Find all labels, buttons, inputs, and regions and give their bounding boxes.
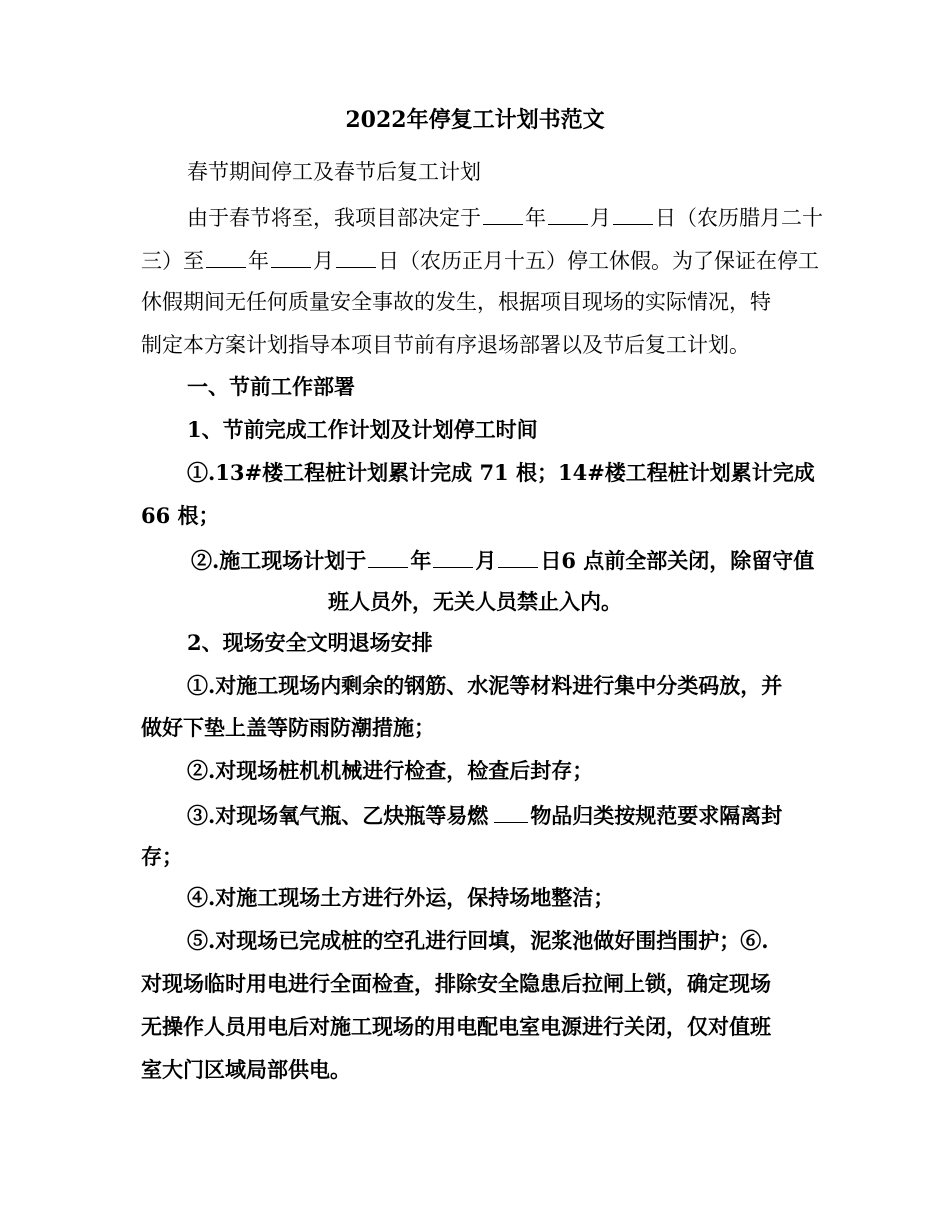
- blank-field: [548, 202, 588, 225]
- sub2-item-3-line-2: 存；: [141, 844, 183, 869]
- section-1-heading: 一、节前工作部署: [187, 374, 355, 399]
- item-text: 物品归类按规范要求隔离封: [530, 803, 783, 828]
- item-2-line-1: [191, 545, 814, 575]
- sub2-item-5-line-3: 无操作人员用电后对施工现场的用电配电室电源进行关闭，仅对值班: [141, 1014, 771, 1039]
- intro-line-3: 休假期间无任何质量安全事故的发生，根据项目现场的实际情况，特: [141, 290, 771, 314]
- intro-line-1: [187, 202, 823, 232]
- sub2-item-5-line-2: 对现场临时用电进行全面检查，排除安全隐患后拉闸上锁，确定现场: [141, 971, 771, 996]
- subsection-2-heading: 2、现场安全文明退场安排: [187, 630, 433, 655]
- blank-field: [613, 202, 653, 225]
- blank-field: [498, 545, 538, 568]
- unit-day: 日: [378, 249, 399, 273]
- item-text: ③.对现场氧气瓶、乙炔瓶等易燃: [187, 803, 489, 828]
- intro-text: （农历正月十五）停工休假。为了保证在停工: [399, 249, 819, 273]
- subsection-1-heading: 1、节前完成工作计划及计划停工时间: [187, 417, 538, 442]
- blank-field: [483, 202, 523, 225]
- subtitle: 春节期间停工及春节后复工计划: [187, 160, 481, 184]
- unit-month: 月: [313, 249, 334, 273]
- item-2-line-2: 班人员外，无关人员禁止入内。: [328, 589, 622, 614]
- intro-line-4: 制定本方案计划指导本项目节前有序退场部署以及节后复工计划。: [141, 333, 750, 357]
- unit-day: 日: [655, 206, 676, 230]
- blank-field: [336, 245, 376, 268]
- blank-field: [206, 245, 246, 268]
- item-text: ②.施工现场计划于: [191, 548, 367, 573]
- sub2-item-4: ④.对施工现场土方进行外运，保持场地整洁；: [187, 885, 615, 910]
- unit-year: 年: [525, 206, 546, 230]
- document-title: 2022年停复工计划书范文: [345, 107, 605, 133]
- sub2-item-1-line-2: 做好下垫上盖等防雨防潮措施；: [141, 715, 435, 740]
- sub2-item-3-line-1: [187, 800, 782, 830]
- unit-year: 年: [248, 249, 269, 273]
- intro-line-2: [141, 245, 819, 275]
- intro-text: 三）至: [141, 249, 204, 273]
- sub2-item-5-line-1: ⑤.对现场已完成桩的空孔进行回填，泥浆池做好围挡围护；⑥.: [187, 928, 769, 953]
- item-1-line-2: 66 根；: [141, 503, 220, 528]
- unit-month: 月: [475, 548, 497, 573]
- blank-field: [368, 545, 408, 568]
- unit-year: 年: [410, 548, 432, 573]
- sub2-item-2: ②.对现场桩机机械进行检查，检查后封存；: [187, 758, 594, 783]
- sub2-item-1-line-1: ①.对施工现场内剩余的钢筋、水泥等材料进行集中分类码放，并: [187, 673, 783, 698]
- intro-text: （农历腊月二十: [676, 206, 823, 230]
- intro-text: 由于春节将至，我项目部决定于: [187, 206, 481, 230]
- item-text: 6 点前全部关闭，除留守值: [561, 548, 815, 573]
- unit-month: 月: [590, 206, 611, 230]
- blank-field: [494, 800, 528, 823]
- blank-field: [433, 545, 473, 568]
- item-1-line-1: ①.13#楼工程桩计划累计完成 71 根；14#楼工程桩计划累计完成: [187, 460, 815, 485]
- blank-field: [271, 245, 311, 268]
- unit-day: 日: [540, 548, 562, 573]
- sub2-item-5-line-4: 室大门区域局部供电。: [141, 1057, 351, 1082]
